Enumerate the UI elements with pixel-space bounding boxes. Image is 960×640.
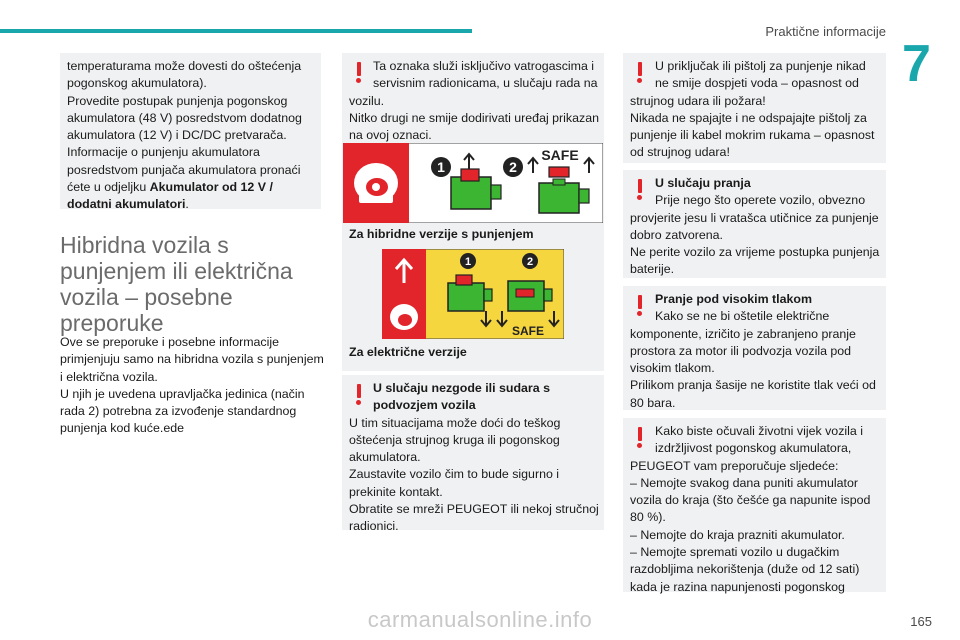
text-line: akumulatora (48 V) posredstvom dodatnog [67,110,302,125]
safe-label: SAFE [541,147,579,163]
info-box-continued [60,53,321,212]
text-line: vozilu. [349,93,385,108]
text-line: Zaustavite vozilo čim to bude sigurno i [349,467,560,482]
list-item: – Nemojte spremati vozilo u dugačkim [630,545,840,560]
text-line: Provedite postupak punjenja pogonskog [67,93,288,108]
text-line: U tim situacijama može doći do teškog [349,415,561,430]
text-line: ne smije dospjeti voda – opasnost od [655,76,859,91]
list-item: – Nemojte do kraja prazniti akumulator. [630,527,845,542]
text-line: prekinite kontakt. [349,484,443,499]
intro-paragraph [60,334,325,438]
hybrid-cut-off-label [343,143,603,223]
chapter-number: 7 [902,35,931,93]
list-item: – Nemojte svakog dana puniti akumulator [630,475,858,490]
text-line: ćete u odjeljku [67,180,150,195]
text-line: prostora za motor ili podvozja vozila pod [630,343,852,358]
pressure-wash-warning-box [623,286,886,410]
step-one-number: 1 [437,159,445,175]
text-line: primjenjuju samo na hibridna vozila s punjenjem [60,352,324,367]
section-title: Hibridna vozila s punjenjem ili električna vozila – posebne preporuke [60,232,293,336]
text-line: komponente, izričito je zabranjeno pranje [630,326,856,341]
text-line: kada je razina napunjenosti pogonskog [630,579,845,594]
text-line: od strujnog udara! [630,145,730,160]
text-line: Kako biste očuvali životni vijek vozila i [655,424,863,438]
text-line: Informacije o punjenju akumulatora [67,145,260,160]
text-line: Prilikom pranja šasije ne koristite tlak veći od [630,378,876,393]
washing-warning-box [623,170,886,278]
text-line: oštećenja strujnog kruga ili pogonskog [349,432,560,447]
warning-title: Pranje pod visokim tlakom [655,292,812,306]
text-line: punjenje ili kabel mokrim rukama – opasnost [630,128,875,143]
text-line: Kako se ne bi oštetile električne [655,309,830,324]
text-line: visokim tlakom. [630,361,715,376]
text-line: Nitko drugi ne smije dodirivati uređaj prikazan [349,110,599,125]
text-line: 80 bara. [630,395,676,410]
text-line: Ove se preporuke i posebne informacije [60,335,280,349]
header-title: Praktične informacije [765,24,886,39]
section-reference: dodatni akumulatori [67,197,186,212]
hybrid-label-caption: Za hibridne verzije s punjenjem [349,227,534,241]
text-line: izdržljivost pogonskog akumulatora, [655,441,852,456]
text-line: pogonskog akumulatora). [67,76,207,91]
text-line: Prije nego što operete vozilo, obvezno [655,193,866,208]
text-line: punjenja kod kuće.ede [60,421,185,436]
text-line: baterije. [630,262,675,277]
text-line: dobro zatvorena. [630,227,723,242]
text-line: servisnim radionicama, u slučaju rada na [373,76,598,91]
text-line: radionici. [349,519,399,534]
warning-title: U slučaju pranja [655,176,751,190]
text-line: U njih je uvedena upravljačka jedinica (način [60,386,305,401]
watermark: carmanualsonline.info [367,607,593,632]
warning-title: U slučaju nezgode ili sudara s [373,381,550,395]
text-line: na ovoj oznaci. [349,128,432,143]
text-line: Ta oznaka služi isključivo vatrogascima i [373,59,595,73]
step-two-number: 2 [509,159,517,175]
text-line: strujnog udara ili požara! [630,93,766,108]
text-line: provjerite jesu li vratašca utičnice za punjenje [630,210,879,225]
water-warning-box [623,53,886,163]
text-line: razdobljima nekorištenja (duže od 12 sati) [630,562,860,577]
step-two-number: 2 [526,256,534,268]
electric-cut-off-label [382,249,564,339]
step-one-number: 1 [464,256,472,268]
text-line: Ne perite vozilo za vrijeme postupka punjenja [630,245,880,260]
firefighter-warning-box [342,53,604,371]
text-line: PEUGEOT vam preporučuje sljedeće: [630,458,839,473]
accident-warning-box [342,375,604,534]
text-line: posredstvom punjača akumulatora pronaći [67,162,301,177]
header-accent-bar [0,29,472,33]
page-number: 165 [910,614,932,629]
section-reference: Akumulator od 12 V / [149,180,273,195]
text-line: temperaturama može dovesti do oštećenja [67,59,302,73]
safe-label: SAFE [511,324,545,338]
text-line: akumulatora. [349,450,421,465]
battery-care-warning-box [623,418,886,592]
warning-title: podvozjem vozila [373,398,476,413]
text-line: Nikada ne spajajte i ne odspajajte pištolj za [630,110,867,125]
text-period: . [185,197,189,212]
text-line: i električna vozila. [60,369,158,384]
firefighter-helmet-icon [390,304,418,330]
electric-label-caption: Za električne verzije [349,345,467,359]
text-line: akumulatora (12 V) i DC/DC pretvarača. [67,128,287,143]
text-line: U priključak ili pištolj za punjenje nikad [655,59,866,73]
text-line: Obratite se mreži PEUGEOT ili nekoj stručnoj [349,502,599,517]
text-line: vozila do kraja (što češće ga napunite ispod [630,493,871,508]
text-line: 80 %). [630,510,666,525]
text-line: rada 2) potrebna za izvođenje standardnog [60,404,297,419]
